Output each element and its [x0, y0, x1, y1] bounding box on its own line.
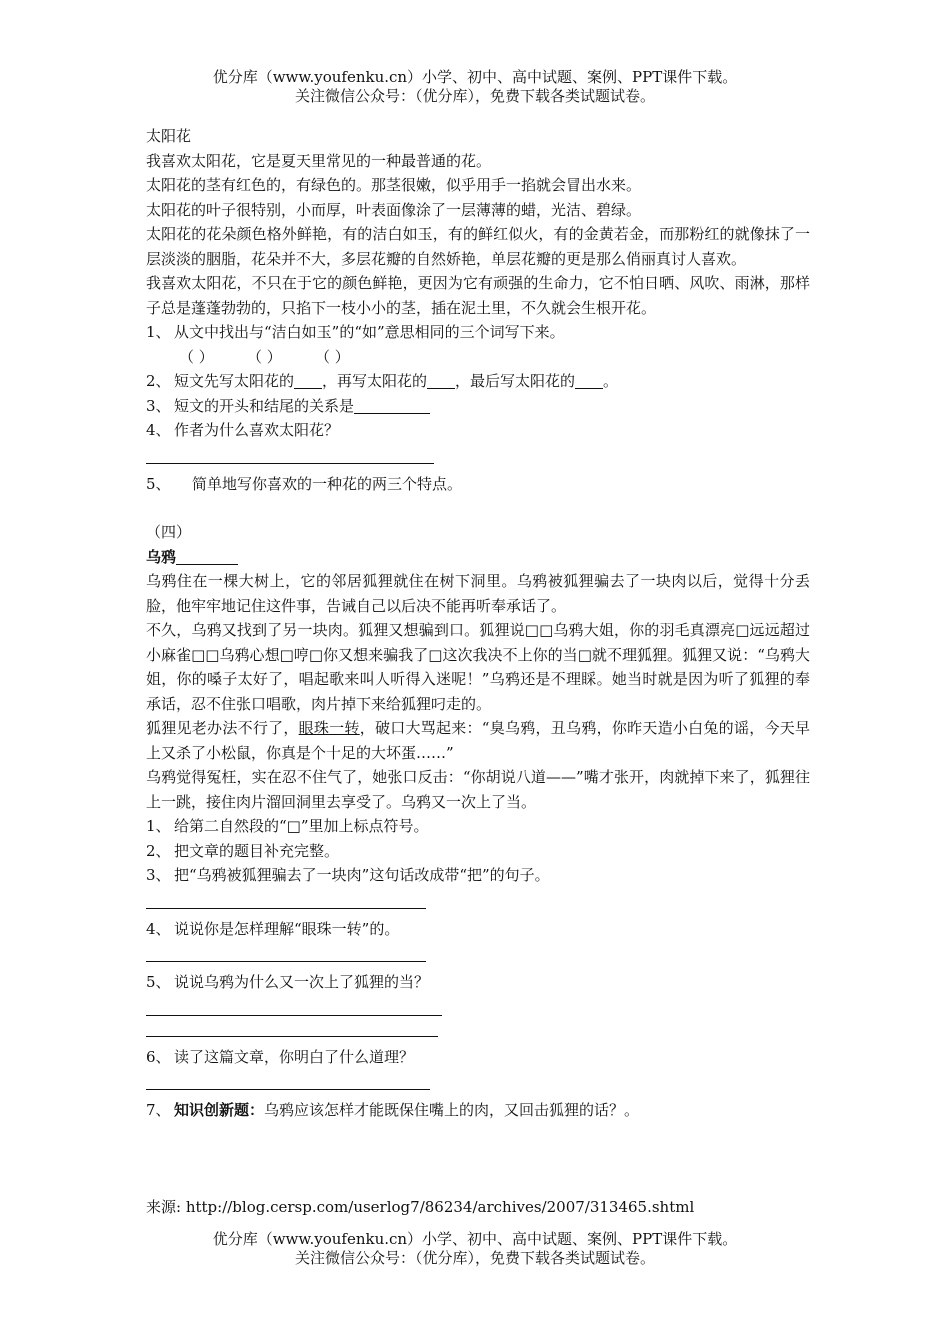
question-number: 2、	[146, 372, 171, 390]
paragraph-text: ，破口大骂起来：“臭乌鸦，丑乌鸦，你昨天造小白兔的谣，今天早上又杀了小松鼠，你真是个十足的大坏蛋……”	[146, 719, 810, 762]
question-number: 5、	[146, 973, 171, 991]
section4-paragraph: 乌鸦觉得冤枉，实在忍不住气了，她张口反击：“你胡说八道——”嘴才张开，肉就掉下来了，狐狸往上一跳，接住肉片溜回洞里去享受了。乌鸦又一次上了当。	[146, 768, 810, 811]
section3-title: 太阳花	[146, 127, 192, 145]
question-text: 短文先写太阳花的	[174, 372, 295, 390]
question-number: 7、	[146, 1101, 171, 1119]
section3-question-5	[146, 472, 810, 497]
question-number: 2、	[146, 841, 171, 860]
question-text: 。	[603, 372, 619, 390]
question-text: 作者为什么喜欢太阳花？	[174, 421, 340, 439]
main-content	[146, 124, 810, 1123]
question-bold-label: 知识创新题：	[174, 1101, 265, 1119]
section4-title: 乌鸦	[146, 547, 177, 566]
header-line-1: 优分库（www.youfenku.cn）小学、初中、高中试题、案例、PPT课件下载。	[212, 68, 738, 86]
fill-blank[interactable]	[354, 397, 430, 414]
question-text: 说说乌鸦为什么又一次上了狐狸的当？	[174, 973, 430, 991]
answer-line[interactable]	[146, 1069, 430, 1090]
answer-line[interactable]	[146, 941, 426, 962]
question-text: 简单地写你喜欢的一种花的两三个特点。	[192, 474, 463, 493]
answer-line[interactable]	[146, 443, 434, 464]
question-number: 1、	[146, 817, 171, 835]
page-header	[0, 68, 950, 106]
answer-line[interactable]	[146, 1016, 438, 1037]
question-number: 3、	[146, 396, 171, 415]
header-line-2: 关注微信公众号：（优分库），免费下载各类试题试卷。	[294, 87, 655, 105]
answer-parens-row	[146, 345, 810, 370]
fill-blank[interactable]	[427, 372, 455, 389]
section4-question-1	[146, 814, 810, 839]
section3-paragraph: 太阳花的茎有红色的，有绿色的。那茎很嫩，似乎用手一掐就会冒出水来。	[146, 176, 642, 194]
section4-paragraph	[146, 716, 810, 765]
section4-paragraph: 不久，乌鸦又找到了另一块肉。狐狸又想骗到口。狐狸说□□乌鸦大姐，你的羽毛真漂亮□远远超过小麻雀□□乌鸦心想□哼□你又想来骗我了□这次我决不上你的当□就不理狐狸。狐狸又说：“乌鸦大姐，你的嗓子太好了，唱起歌来叫人听得入迷呢！”乌鸦还是不理睬。她当时就是因为听了狐狸的奉承话，忍不住张口唱歌，肉片掉下来给狐狸叼走的。	[146, 621, 810, 713]
footer-line-2: 关注微信公众号：（优分库），免费下载各类试题试卷。	[294, 1249, 655, 1267]
page-footer	[0, 1230, 950, 1268]
section3-paragraph: 太阳花的叶子很特别，小而厚，叶表面像涂了一层薄薄的蜡，光洁、碧绿。	[146, 200, 642, 219]
question-text: 说说你是怎样理解“眼珠一转”的。	[174, 919, 400, 938]
answer-line[interactable]	[146, 995, 442, 1016]
section3-paragraph: 太阳花的花朵颜色格外鲜艳，有的洁白如玉，有的鲜红似火，有的金黄若金，而那粉红的就像抹了一层淡淡的胭脂，花朵并不大，多层花瓣的自然娇艳，单层花瓣的更是那么俏丽真讨人喜欢。	[146, 225, 810, 268]
question-text: ，最后写太阳花的	[455, 372, 576, 390]
question-number: 4、	[146, 421, 171, 439]
question-number: 3、	[146, 866, 171, 884]
question-text: ，再写太阳花的	[322, 372, 428, 390]
question-number: 4、	[146, 919, 171, 938]
fill-blank[interactable]	[575, 372, 603, 389]
section3-question-2	[146, 369, 810, 394]
footer-line-1: 优分库（www.youfenku.cn）小学、初中、高中试题、案例、PPT课件下载。	[212, 1230, 738, 1248]
section4-label: （四）	[146, 523, 192, 541]
question-number: 1、	[146, 323, 171, 341]
section3-question-3	[146, 394, 810, 419]
answer-paren-blank[interactable]: （ ）	[179, 347, 214, 366]
section4-paragraph: 乌鸦住在一棵大树上，它的邻居狐狸就住在树下洞里。乌鸦被狐狸骗去了一块肉以后，觉得十分丢脸，他牢牢地记住这件事，告诫自己以后决不能再听奉承话了。	[146, 572, 810, 615]
underlined-phrase: 眼珠一转	[298, 719, 360, 737]
title-fill-blank[interactable]	[176, 548, 238, 565]
section4-question-2	[146, 839, 810, 864]
answer-line[interactable]	[146, 888, 426, 909]
section4-question-7	[146, 1098, 810, 1123]
question-text: 把“乌鸦被狐狸骗去了一块肉”这句话改成带“把”的句子。	[174, 866, 550, 884]
question-text: 从文中找出与“洁白如玉”的“如”意思相同的三个词写下来。	[174, 323, 565, 341]
section3-question-1	[146, 320, 810, 345]
question-number: 6、	[146, 1047, 171, 1066]
fill-blank[interactable]	[294, 372, 322, 389]
question-text: 把文章的题目补充完整。	[174, 841, 340, 860]
answer-paren-blank[interactable]: （ ）	[247, 347, 282, 366]
section3-paragraph: 我喜欢太阳花，不只在于它的颜色鲜艳，更因为它有顽强的生命力，它不怕日晒、风吹、雨淋，那样子总是蓬蓬勃勃的，只掐下一枝小小的茎，插在泥土里，不久就会生根开花。	[146, 274, 810, 317]
source-citation: 来源: http://blog.cersp.com/userlog7/86234/archives/2007/313465.shtml	[146, 1198, 695, 1216]
section3-paragraph: 我喜欢太阳花，它是夏天里常见的一种最普通的花。	[146, 151, 492, 170]
paragraph-text: 狐狸见老办法不行了，	[146, 719, 299, 737]
section4-title-row	[146, 545, 810, 570]
question-text: 给第二自然段的“□”里加上标点符号。	[174, 817, 429, 835]
question-text: 乌鸦应该怎样才能既保住嘴上的肉，又回击狐狸的话？。	[264, 1101, 640, 1119]
section4-question-4	[146, 917, 810, 942]
answer-paren-blank[interactable]: （ ）	[315, 347, 350, 366]
section4-question-3	[146, 863, 810, 888]
question-text: 短文的开头和结尾的关系是	[174, 396, 355, 415]
question-text: 读了这篇文章，你明白了什么道理？	[174, 1047, 415, 1066]
question-number: 5、	[146, 474, 171, 493]
section4-question-6	[146, 1045, 810, 1070]
section4-question-5	[146, 970, 810, 995]
section3-question-4	[146, 418, 810, 443]
